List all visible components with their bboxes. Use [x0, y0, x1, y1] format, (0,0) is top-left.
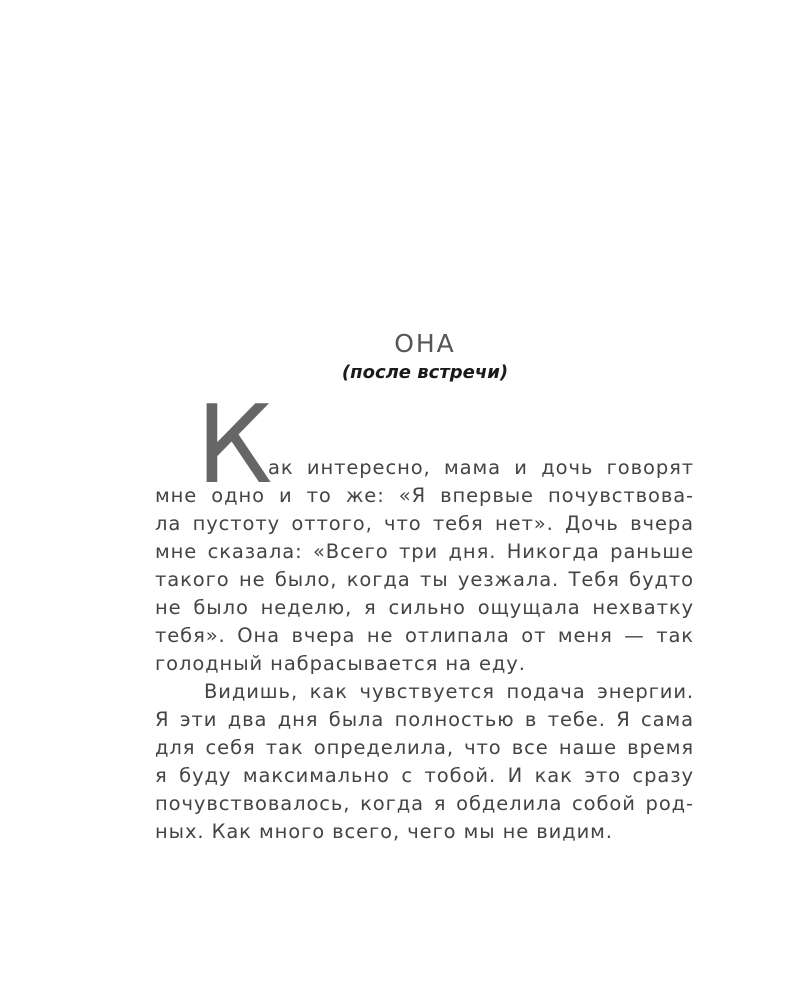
- text-line: голодный набрасывается на еду.: [155, 652, 526, 675]
- text-line: не было неделю, я сильно ощущала нехватку: [155, 596, 694, 619]
- text-line: ла пустоту оттого, что тебя нет». Дочь вчера: [155, 512, 694, 535]
- text-line: Видишь, как чувствуется подача энергии.: [204, 680, 694, 703]
- chapter-title: ОНА: [394, 329, 456, 358]
- text-line: тебя». Она вчера не отлипала от меня — так: [155, 624, 694, 647]
- drop-cap-letter: К: [196, 383, 273, 508]
- text-line: ных. Как много всего, чего мы не видим.: [155, 820, 613, 843]
- text-line: я буду максимально с тобой. И как это сразу: [155, 764, 694, 787]
- text-line: ак интересно, мама и дочь говорят: [268, 456, 694, 479]
- text-line: для себя так определила, что все наше время: [155, 736, 694, 759]
- chapter-subtitle: (после встречи): [341, 362, 509, 383]
- text-line: почувствовалось, когда я обделила собой род-: [155, 792, 694, 815]
- text-line: мне сказала: «Всего три дня. Никогда раньше: [155, 540, 694, 563]
- text-line: мне одно и то же: «Я впервые почувствова-: [155, 484, 694, 507]
- text-line: Я эти два дня была полностью в тебе. Я сама: [155, 708, 694, 731]
- text-line: такого не было, когда ты уезжала. Тебя будто: [155, 568, 694, 591]
